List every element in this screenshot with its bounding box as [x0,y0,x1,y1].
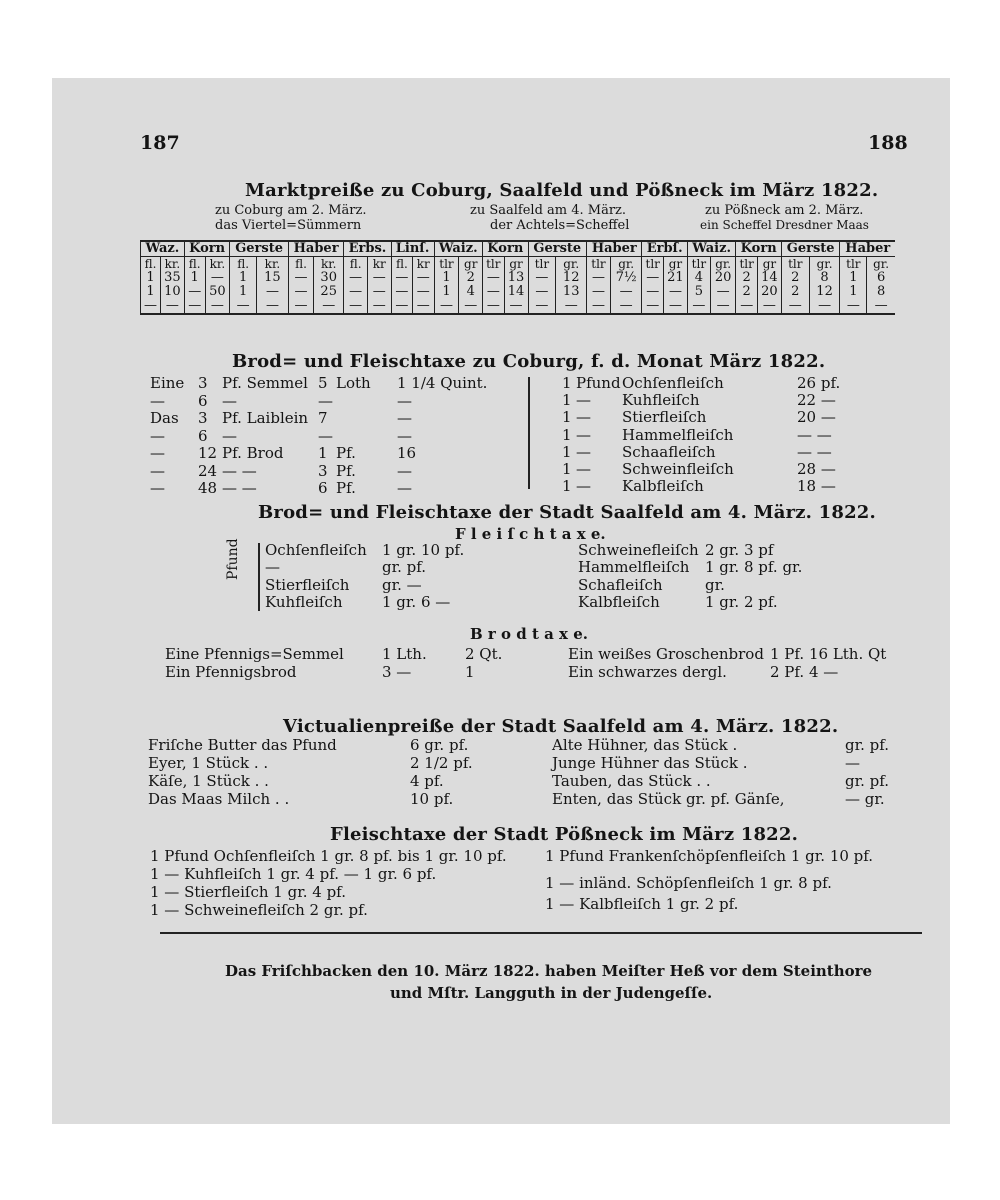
table-cell: 12 [556,271,587,285]
table-cell: — [459,299,483,314]
table-cell: 1 [141,285,161,299]
bread-item-name: Pf. Semmel [222,374,308,392]
poessneck-left-item: 1 Pfund Ochſenfleiſch 1 gr. 8 pf. bis 1 gr. 10 pf. [150,847,507,865]
left-page-number: 187 [140,132,180,154]
column-header: Linſ. [391,241,434,257]
meat-item-name: Schafleiſch [578,575,663,594]
table-cell: 2 [459,271,483,285]
victuals-title: Victualienpreiße der Stadt Saalfeld am 4. März. 1822. [283,716,839,737]
victual-item-name: Tauben, das Stück . . [552,772,711,790]
table-cell: — [587,285,611,299]
table-cell: — [587,299,611,314]
market-table-units [141,257,896,272]
victual-item-name: Enten, das Stück gr. pf. Gänſe, [552,790,785,808]
meat-item-name: Kuhfleiſch [622,391,700,410]
table-cell: — [344,299,368,314]
table-cell: — [184,285,205,299]
meat-item-price: 22 — [797,391,836,410]
victual-item-price: — gr. [845,790,885,808]
unit-cell: kr. [256,257,288,272]
table-cell: — [528,271,556,285]
unit-cell: fl. [230,257,257,272]
victual-item-price: 2 1/2 pf. [410,754,473,772]
bread-item-prefix: Das [150,409,179,427]
unit-cell: tlr [840,257,867,272]
right-page-number: 188 [868,132,908,154]
bread-item-quint: — [397,461,412,480]
bread-item-qty: 7 [318,409,328,427]
table-cell: — [434,299,459,314]
bread-item-prefix: Eine [150,374,185,392]
table-cell: 7½ [610,271,642,285]
table-cell: — [610,285,642,299]
table-cell: 2 [781,271,809,285]
bread-item-qty: 2 Pf. 4 — [770,663,839,681]
unit-cell: tlr [434,257,459,272]
table-cell: 14 [757,271,781,285]
meat-item-price: gr. pf. [382,558,427,577]
meat-item-count: 1 [562,425,572,444]
table-cell: — [642,299,664,314]
unit-cell: tlr [483,257,505,272]
poessneck-subheader: ein Scheffel Dresdner Maas [700,218,869,232]
table-cell: — [528,299,556,314]
bread-item-qty: 1 [318,444,328,462]
unit-cell: tlr [642,257,664,272]
bread-item-qt: 1 [465,663,475,681]
meat-item-name: Kalbfleiſch [622,477,704,496]
table-cell: 8 [867,285,895,299]
meat-item-price: 28 — [797,460,836,478]
table-cell: — [367,299,391,314]
meat-item-price: — — [797,442,832,461]
meat-item-name: Hammelfleiſch [578,558,690,577]
table-cell: 1 [434,271,459,285]
table-cell: — [391,299,412,314]
bread-item-name: — [222,426,237,445]
unit-cell: fl. [344,257,368,272]
poessneck-title: Fleischtaxe der Stadt Pößneck im März 1822. [330,824,799,845]
meat-item-price: 1 gr. 8 pf. gr. [705,558,803,577]
table-cell: — [642,285,664,299]
bread-item-name: Ein schwarzes dergl. [568,663,727,681]
victual-item-price: 4 pf. [410,772,444,790]
table-cell: — [288,299,313,314]
meat-item-name: Stierfleiſch [622,408,707,427]
column-header: Haber [587,241,642,257]
table-cell: — [781,299,809,314]
table-cell: — [757,299,781,314]
bread-item-qt: 2 Qt. [465,645,503,663]
poessneck-right-item: 1 — inländ. Schöpſenfleiſch 1 gr. 8 pf. [545,874,832,892]
meat-item-price: 1 gr. 10 pf. [382,541,465,559]
meat-item-price: gr. — [382,575,422,594]
unit-cell: kr. [314,257,344,272]
table-cell: 15 [256,271,288,285]
table-cell: — [483,271,505,285]
bread-item-unit: Pf. [336,444,356,462]
table-cell: — [230,299,257,314]
victual-item-name: Junge Hühner das Stück . [552,754,748,772]
column-header: Haber [288,241,343,257]
bread-item-name: — — [222,461,257,480]
bread-item-pfennig: 6 [198,426,208,445]
bread-item-name: Pf. Laiblein [222,409,309,427]
bread-item-prefix: — [150,444,165,462]
meat-item-count: 1 [562,391,572,410]
table-cell: 6 [867,271,895,285]
column-header: Erbſ. [642,241,687,257]
unit-cell: tlr [736,257,758,272]
table-cell: 1 [434,285,459,299]
bread-item-name: Eine Pfennigs=Semmel [165,645,344,663]
table-cell: — [413,285,434,299]
column-header: Korn [184,241,229,257]
victual-item-name: Friſche Butter das Pfund [148,736,337,754]
meat-item-name: Kuhfleiſch [265,592,343,611]
table-cell: 13 [556,285,587,299]
unit-cell: kr. [160,257,184,272]
bread-item-unit: Loth [336,374,371,392]
table-cell: — [256,285,288,299]
market-table-header [141,241,896,257]
table-cell: — [710,285,736,299]
meat-item-price: — — [797,425,832,444]
table-cell: — [610,299,642,314]
table-cell: — [344,271,368,285]
saalfeld-header: zu Saalfeld am 4. März. [470,203,627,218]
table-cell: — [344,285,368,299]
unit-cell: gr. [809,257,840,272]
bread-item-pfennig: 6 [198,391,208,410]
bread-item-pfennig: 24 [198,461,218,480]
table-cell: — [205,271,230,285]
unit-cell: gr [663,257,687,272]
bread-item-qty: 3 — [382,663,412,681]
table-row [141,299,896,314]
meat-item-price: gr. [705,575,725,594]
meat-item-count: 1 [562,477,572,496]
column-header: Gerste [781,241,840,257]
table-cell: 8 [809,271,840,285]
bread-item-name: — — [222,479,257,497]
meat-item-price: 18 — [797,477,836,496]
victual-item-price: gr. pf. [845,736,890,754]
footer-line-2: und Mſtr. Langguth in der Judengeſſe. [390,984,713,1002]
meat-item-unit: Pfund [576,374,621,392]
unit-cell: kr. [205,257,230,272]
meat-item-name: Ochſenfleiſch [265,541,367,559]
bread-item-quint: — [397,426,412,445]
coburg-subheader: das Viertel=Sümmern [215,218,362,233]
meat-item-count: 1 [562,408,572,427]
column-header: Erbs. [344,241,391,257]
unit-cell: fl. [184,257,205,272]
victual-item-name: Das Maas Milch . . [148,790,290,808]
bread-item-prefix: — [150,426,165,445]
saalfeld-tax-title: Brod= und Fleischtaxe der Stadt Saalfeld am 4. März. 1822. [258,502,876,523]
bread-item-qty: 3 [318,461,328,480]
table-cell: 12 [809,285,840,299]
meat-item-count: 1 [562,442,572,461]
column-header: Waz. [141,241,185,257]
table-cell: 1 [230,285,257,299]
bread-item-name: Pf. Brod [222,444,284,462]
table-cell: — [663,285,687,299]
divider [528,377,530,489]
table-cell: — [504,299,528,314]
market-prices-table [140,240,895,315]
unit-cell: tlr [781,257,809,272]
table-cell: — [687,299,710,314]
table-cell: — [413,299,434,314]
table-cell: — [483,285,505,299]
table-cell: 35 [160,271,184,285]
unit-cell: gr [459,257,483,272]
table-cell: 20 [757,285,781,299]
table-cell: — [391,271,412,285]
meat-item-name: Schweinfleiſch [622,460,734,478]
bread-item-unit: Pf. [336,461,356,480]
meat-item-unit: — [576,391,591,410]
meat-item-count: 1 [562,374,572,392]
bread-item-quint: — [397,391,412,410]
meat-item-unit: — [576,442,591,461]
column-header: Korn [736,241,781,257]
table-cell: 1 [141,271,161,285]
bread-item-quint: — [397,409,412,427]
meat-item-unit: — [576,408,591,427]
meat-item-count: 1 [562,460,572,478]
table-row [141,271,896,285]
footer-line-1: Das Friſchbacken den 10. März 1822. haben Meiſter Heß vor dem Steinthore [225,962,873,980]
unit-cell: kr [413,257,434,272]
column-header: Gerste [528,241,587,257]
bread-item-pfennig: 12 [198,444,218,462]
footer-rule [160,932,922,934]
table-cell: — [867,299,895,314]
meat-item-name: Ochſenfleiſch [622,374,724,392]
victual-item-name: Eyer, 1 Stück . . [148,754,269,772]
column-header: Korn [483,241,528,257]
bread-item-qty: — [318,426,333,445]
table-cell: 1 [230,271,257,285]
bread-item-name: — [222,391,237,410]
meat-item-unit: — [576,425,591,444]
meat-item-name: — [265,558,280,577]
poessneck-left-item: 1 — Kuhfleiſch 1 gr. 4 pf. — 1 gr. 6 pf. [150,865,437,883]
bread-item-unit: Pf. [336,479,356,497]
unit-cell: gr. [556,257,587,272]
bread-item-qty: — [318,391,333,410]
table-cell: 4 [459,285,483,299]
bread-item-quint: — [397,479,412,497]
table-cell: 2 [736,271,758,285]
table-cell: — [367,271,391,285]
unit-cell: gr. [867,257,895,272]
table-cell: 30 [314,271,344,285]
bread-item-qty: 5 [318,374,328,392]
meat-tax-heading: F l e i ſ c h t a x e. [455,525,606,543]
bread-item-qty: 6 [318,479,328,497]
unit-cell: tlr [687,257,710,272]
poessneck-left-item: 1 — Schweinefleiſch 2 gr. pf. [150,901,368,919]
meat-item-price: 20 — [797,408,836,427]
table-cell: 20 [710,271,736,285]
table-cell: 5 [687,285,710,299]
bread-item-quint: 1 1/4 Quint. [397,374,488,392]
unit-cell: kr [367,257,391,272]
bread-item-qty: 1 Lth. [382,645,427,663]
table-row [141,285,896,299]
table-cell: 21 [663,271,687,285]
bread-item-prefix: — [150,461,165,480]
meat-item-name: Kalbfleiſch [578,592,660,611]
coburg-tax-title: Brod= und Fleischtaxe zu Coburg, f. d. Monat März 1822. [232,351,826,372]
coburg-header: zu Coburg am 2. März. [215,203,367,218]
table-cell: — [710,299,736,314]
unit-cell: fl. [391,257,412,272]
table-cell: — [314,299,344,314]
bread-item-name: Ein weißes Groschenbrod [568,645,764,663]
table-cell: — [840,299,867,314]
unit-cell: tlr [528,257,556,272]
table-cell: 14 [504,285,528,299]
poessneck-left-item: 1 — Stierfleiſch 1 gr. 4 pf. [150,883,346,901]
table-cell: — [483,299,505,314]
table-cell: 2 [736,285,758,299]
bread-item-name: Ein Pfennigsbrod [165,663,297,681]
bread-item-pfennig: 3 [198,409,208,427]
meat-item-price: 26 pf. [797,374,841,392]
bread-item-prefix: — [150,479,165,497]
victual-item-price: gr. pf. [845,772,890,790]
meat-item-price: 2 gr. 3 pf [705,541,774,559]
unit-cell: gr. [610,257,642,272]
table-cell: — [663,299,687,314]
bread-item-qty: 1 Pf. 16 Lth. Qt [770,645,887,663]
market-prices-title: Marktpreiße zu Coburg, Saalfeld und Pößneck im März 1822. [245,180,879,201]
table-cell: 50 [205,285,230,299]
saalfeld-subheader: der Achtels=Scheffel [490,218,630,233]
side-label-pfund: Pfund [225,538,241,580]
table-cell: — [391,285,412,299]
table-cell: — [160,299,184,314]
victual-item-price: 10 pf. [410,790,454,808]
unit-cell: gr [504,257,528,272]
meat-item-name: Schaafleiſch [622,442,716,461]
table-cell: — [205,299,230,314]
table-cell: 10 [160,285,184,299]
table-cell: — [367,285,391,299]
meat-item-unit: — [576,460,591,478]
column-header: Gerste [230,241,289,257]
table-cell: 1 [840,271,867,285]
column-header: Waiz. [687,241,736,257]
table-cell: — [288,271,313,285]
unit-cell: tlr [587,257,611,272]
meat-item-name: Schweinefleiſch [578,541,699,559]
meat-item-name: Stierfleiſch [265,575,350,594]
victual-item-price: — [845,754,860,772]
table-cell: — [184,299,205,314]
table-cell: — [141,299,161,314]
table-cell: — [528,285,556,299]
meat-item-name: Hammelfleiſch [622,425,734,444]
unit-cell: fl. [288,257,313,272]
bracket-line [258,543,260,611]
meat-item-price: 1 gr. 6 — [382,592,451,611]
column-header: Waiz. [434,241,483,257]
table-cell: — [413,271,434,285]
table-cell: — [256,299,288,314]
table-cell: — [809,299,840,314]
bread-item-prefix: — [150,391,165,410]
column-header: Haber [840,241,895,257]
table-cell: — [288,285,313,299]
bread-item-pfennig: 3 [198,374,208,392]
meat-item-unit: — [576,477,591,496]
table-cell: — [587,271,611,285]
unit-cell: fl. [141,257,161,272]
victual-item-name: Käſe, 1 Stück . . [148,772,269,790]
bread-item-quint: 16 [397,444,417,462]
table-cell: 25 [314,285,344,299]
table-cell: — [642,271,664,285]
unit-cell: gr [757,257,781,272]
poessneck-right-item: 1 Pfund Frankenſchöpſenfleiſch 1 gr. 10 pf. [545,847,874,865]
poessneck-right-item: 1 — Kalbfleiſch 1 gr. 2 pf. [545,895,739,913]
table-cell: — [736,299,758,314]
bread-item-pfennig: 48 [198,479,218,497]
table-cell: — [556,299,587,314]
poessneck-header: zu Pößneck am 2. März. [705,203,864,218]
bread-tax-heading: B r o d t a x e. [470,625,588,643]
victual-item-price: 6 gr. pf. [410,736,469,754]
table-cell: 13 [504,271,528,285]
table-cell: 4 [687,271,710,285]
unit-cell: gr. [710,257,736,272]
meat-item-price: 1 gr. 2 pf. [705,592,778,611]
victual-item-name: Alte Hühner, das Stück . [552,736,738,754]
table-cell: 1 [840,285,867,299]
table-cell: 1 [184,271,205,285]
table-cell: 2 [781,285,809,299]
